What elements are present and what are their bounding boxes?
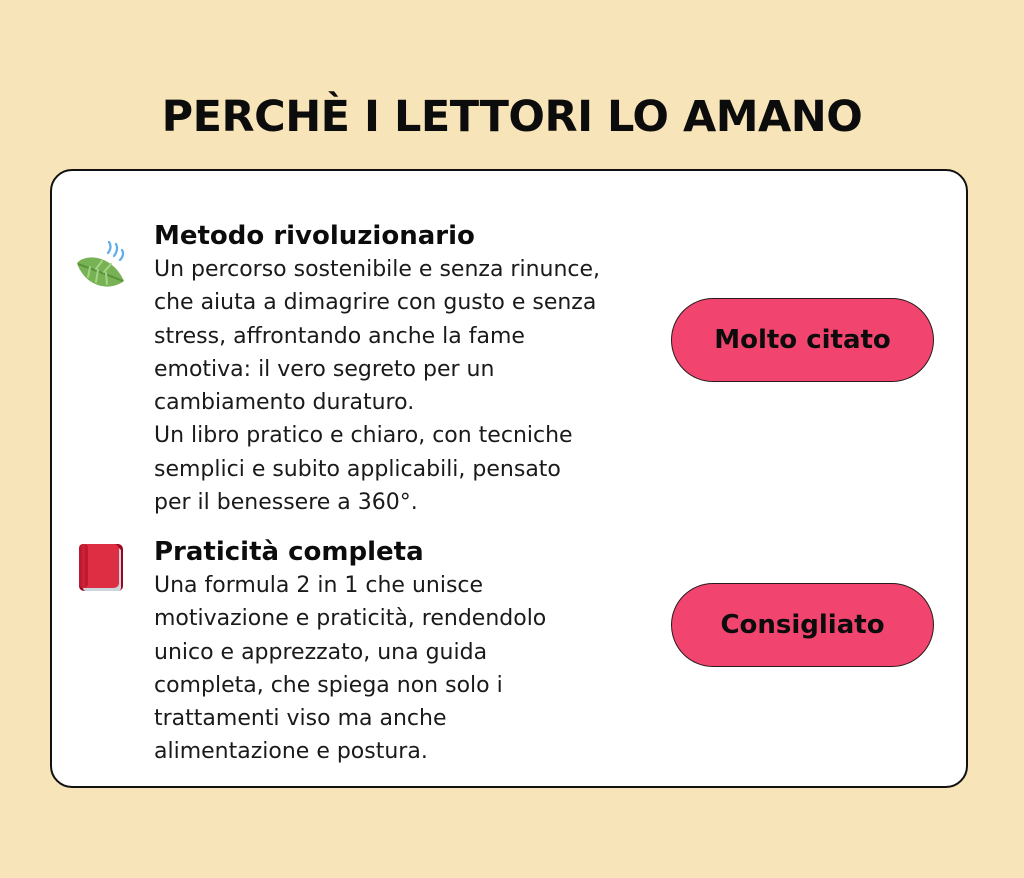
consigliato-button[interactable]: Consigliato — [671, 583, 934, 667]
feature-text — [154, 219, 654, 519]
feature-text — [154, 535, 654, 769]
page-title: PERCHÈ I LETTORI LO AMANO — [161, 92, 863, 142]
red-book-icon — [74, 541, 126, 593]
description-line: completa, che spiega non solo i — [154, 672, 503, 698]
description-line: Un libro pratico e chiaro, con tecniche — [154, 423, 573, 449]
features-card — [50, 169, 968, 788]
feature-description — [154, 253, 654, 519]
description-line: semplici e subito applicabili, pensato — [154, 456, 561, 482]
description-line: che aiuta a dimagrire con gusto e senza — [154, 290, 597, 316]
description-line: unico e apprezzato, una guida — [154, 639, 488, 665]
description-line: per il benessere a 360°. — [154, 490, 418, 516]
feature-description — [154, 569, 654, 769]
description-line: trattamenti viso ma anche — [154, 706, 447, 732]
description-line: motivazione e praticità, rendendolo — [154, 606, 547, 632]
description-line: emotiva: il vero segreto per un — [154, 356, 495, 382]
description-line: Una formula 2 in 1 che unisce — [154, 573, 484, 598]
molto-citato-button[interactable]: Molto citato — [671, 298, 934, 382]
description-line: alimentazione e postura. — [154, 739, 428, 765]
description-line: cambiamento duraturo. — [154, 390, 415, 416]
leaf-fluttering-icon — [74, 241, 126, 293]
description-line: stress, affrontando anche la fame — [154, 323, 525, 349]
description-line: Un percorso sostenibile e senza rinunce, — [154, 257, 601, 282]
feature-heading: Praticità completa — [154, 537, 424, 567]
feature-heading: Metodo rivoluzionario — [154, 221, 475, 251]
